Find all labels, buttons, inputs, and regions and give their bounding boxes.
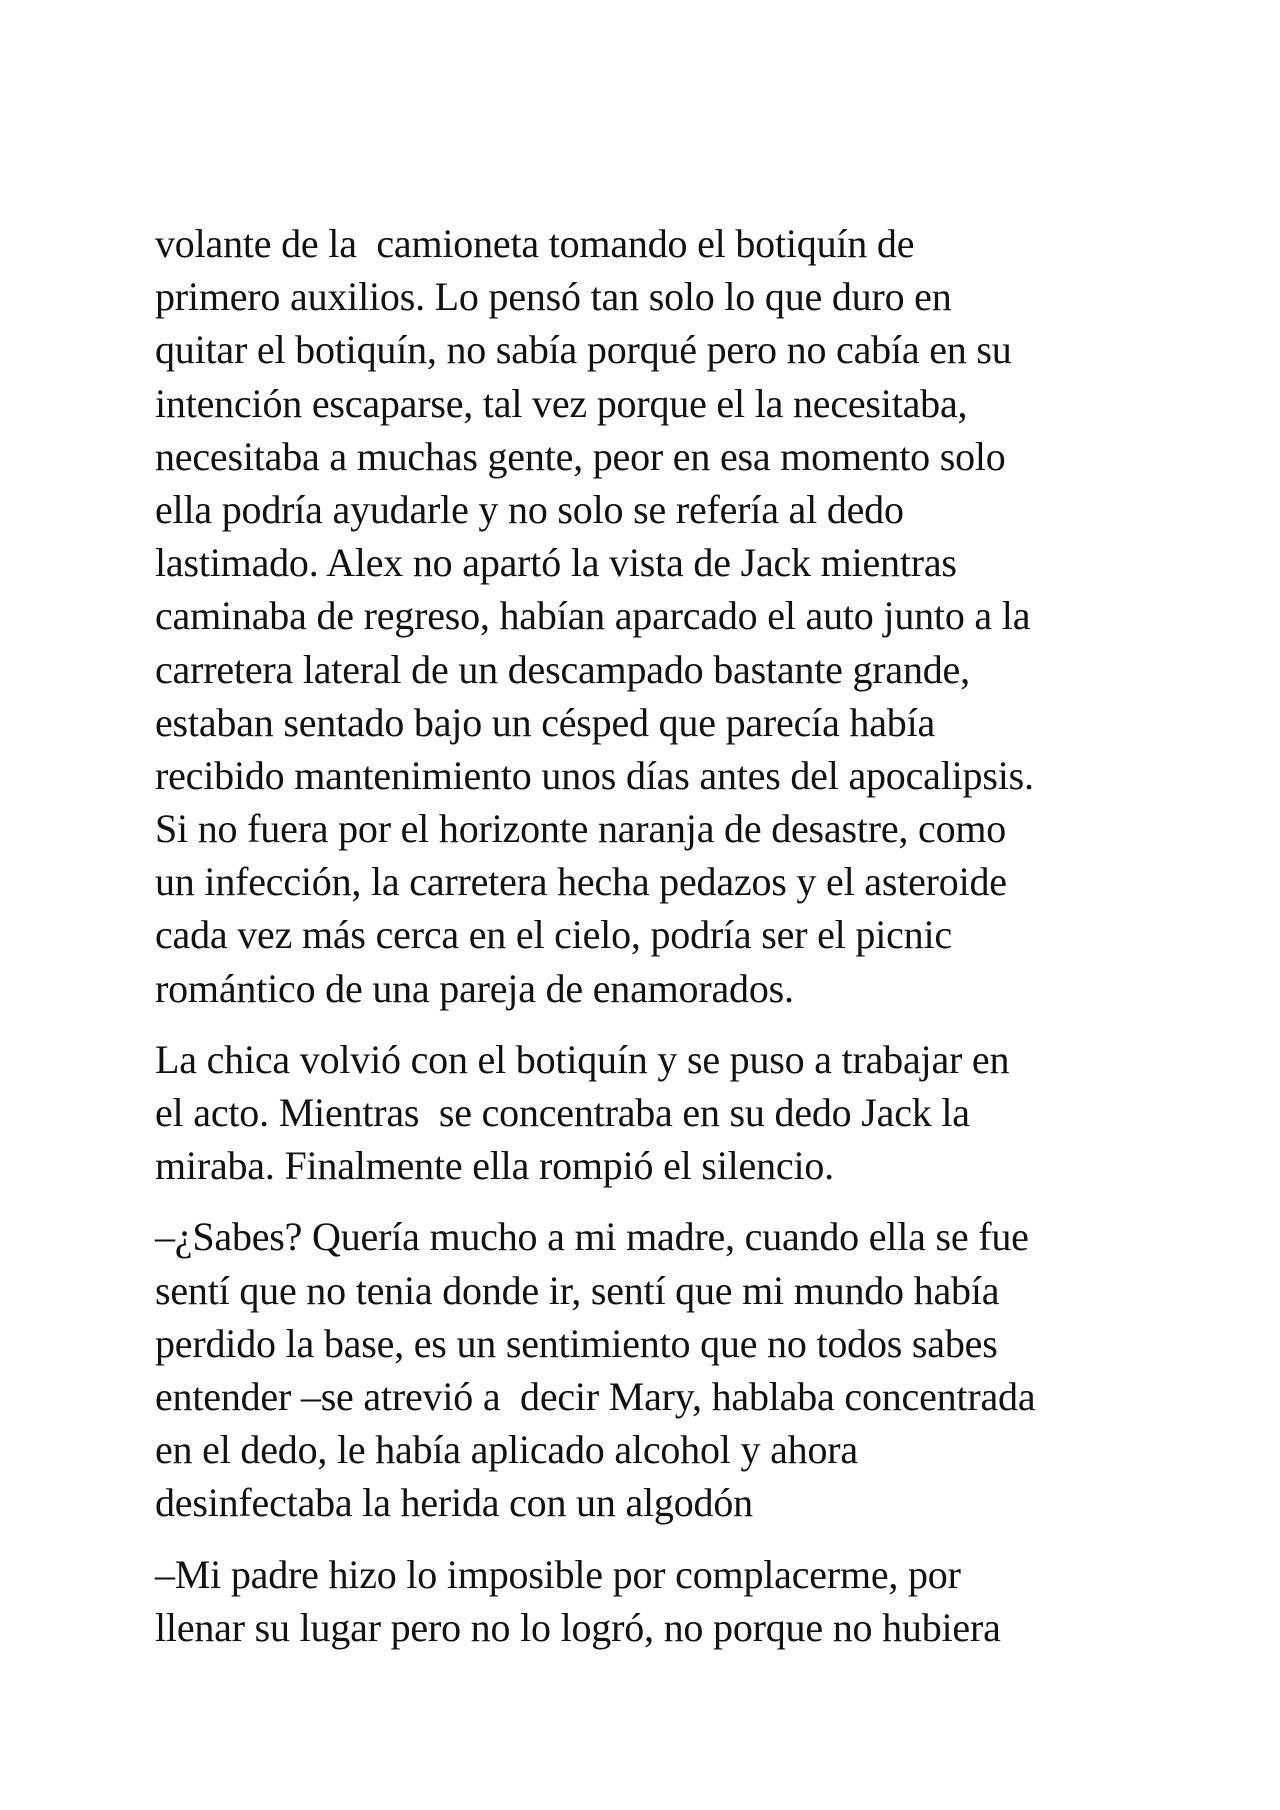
text-line: lastimado. Alex no apartó la vista de Jack mientras	[155, 540, 957, 586]
text-line: un infección, la carretera hecha pedazos y el asteroide	[155, 859, 1007, 905]
text-line: llenar su lugar pero no lo logró, no porque no hubiera	[155, 1604, 1001, 1650]
text-line: intención escaparse, tal vez porque el la necesitaba,	[155, 380, 968, 426]
body-text	[155, 217, 1165, 1672]
text-line: recibido mantenimiento unos días antes del apocalipsis.	[155, 752, 1034, 798]
text-line: quitar el botiquín, no sabía porqué pero no cabía en su	[155, 327, 1012, 373]
text-line: sentí que no tenia donde ir, sentí que mi mundo había	[155, 1267, 1000, 1313]
text-line: desinfectaba la herida con un algodón	[155, 1480, 753, 1526]
paragraph-4	[155, 1548, 1165, 1654]
text-line: necesitaba a muchas gente, peor en esa momento solo	[155, 433, 1006, 479]
text-line: entender –se atrevió a decir Mary, hablaba concentrada	[155, 1373, 1036, 1419]
text-line: –Mi padre hizo lo imposible por complacerme, por	[155, 1551, 961, 1597]
text-line: primero auxilios. Lo pensó tan solo lo que duro en	[155, 274, 952, 320]
text-line: volante de la camioneta tomando el botiquín de	[155, 221, 915, 266]
text-line: perdido la base, es un sentimiento que no todos sabes	[155, 1320, 998, 1366]
text-line: miraba. Finalmente ella rompió el silencio.	[155, 1143, 834, 1189]
text-line: caminaba de regreso, habían aparcado el auto junto a la	[155, 593, 1031, 639]
text-line: en el dedo, le había aplicado alcohol y ahora	[155, 1427, 858, 1473]
text-line: La chica volvió con el botiquín y se puso a trabajar en	[155, 1036, 1010, 1082]
paragraph-3	[155, 1210, 1165, 1529]
text-line: romántico de una pareja de enamorados.	[155, 965, 794, 1011]
text-line: ella podría ayudarle y no solo se refería al dedo	[155, 486, 904, 532]
paragraph-1	[155, 217, 1165, 1015]
text-line: Si no fuera por el horizonte naranja de desastre, como	[155, 806, 1007, 852]
text-line: carretera lateral de un descampado bastante grande,	[155, 646, 970, 692]
text-line: cada vez más cerca en el cielo, podría ser el picnic	[155, 912, 952, 958]
text-line: el acto. Mientras se concentraba en su dedo Jack la	[155, 1090, 970, 1135]
paragraph-2	[155, 1033, 1165, 1193]
text-line: –¿Sabes? Quería mucho a mi madre, cuando ella se fue	[155, 1214, 1029, 1260]
text-line: estaban sentado bajo un césped que parecía había	[155, 699, 936, 745]
